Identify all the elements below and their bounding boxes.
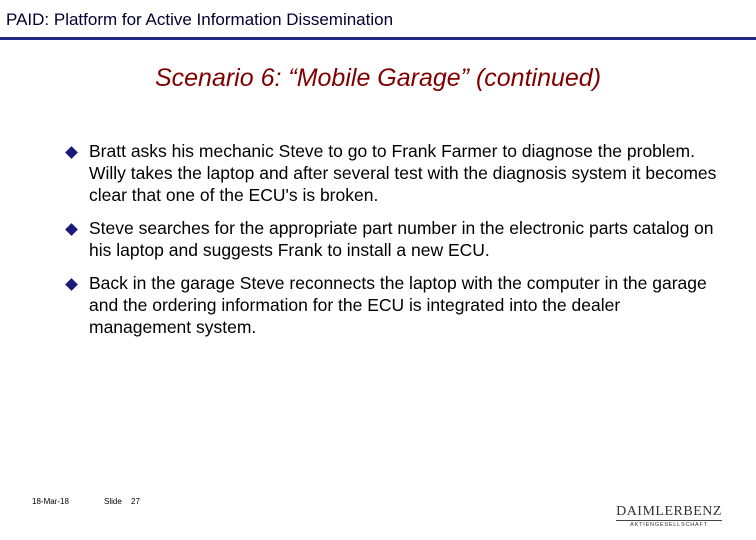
company-logo xyxy=(616,504,722,530)
bullet-item xyxy=(60,217,720,261)
header-title: PAID: Platform for Active Information Dissemination xyxy=(6,10,394,29)
footer-slide-number: 27 xyxy=(131,497,140,506)
bullet-text: Back in the garage Steve reconnects the laptop with the computer in the garage and the ordering information for the ECU is integrated into the dealer management system. xyxy=(89,273,707,337)
slide-title: Scenario 6: “Mobile Garage” (continued) xyxy=(154,64,602,92)
bullet-text: Steve searches for the appropriate part number in the electronic parts catalog on his laptop and suggests Frank to install a new ECU. xyxy=(89,218,714,260)
footer-date: 18-Mar-18 xyxy=(32,497,69,506)
diamond-bullet-icon xyxy=(65,278,78,291)
footer-slide-label: Slide xyxy=(104,497,122,506)
bullet-list xyxy=(60,140,720,349)
bullet-text: Bratt asks his mechanic Steve to go to Frank Farmer to diagnose the problem. Willy takes the laptop and after several test with the diagnosis system it becomes clear that one of the ECU's is broken. xyxy=(89,141,717,205)
diamond-bullet-icon xyxy=(65,223,78,236)
header-divider xyxy=(0,37,756,40)
bullet-item xyxy=(60,272,720,338)
diamond-bullet-icon xyxy=(65,146,78,159)
logo-name: DAIMLERBENZ xyxy=(616,504,722,519)
logo-subtitle: AKTIENGESELLSCHAFT xyxy=(630,522,708,528)
bullet-item xyxy=(60,140,720,206)
